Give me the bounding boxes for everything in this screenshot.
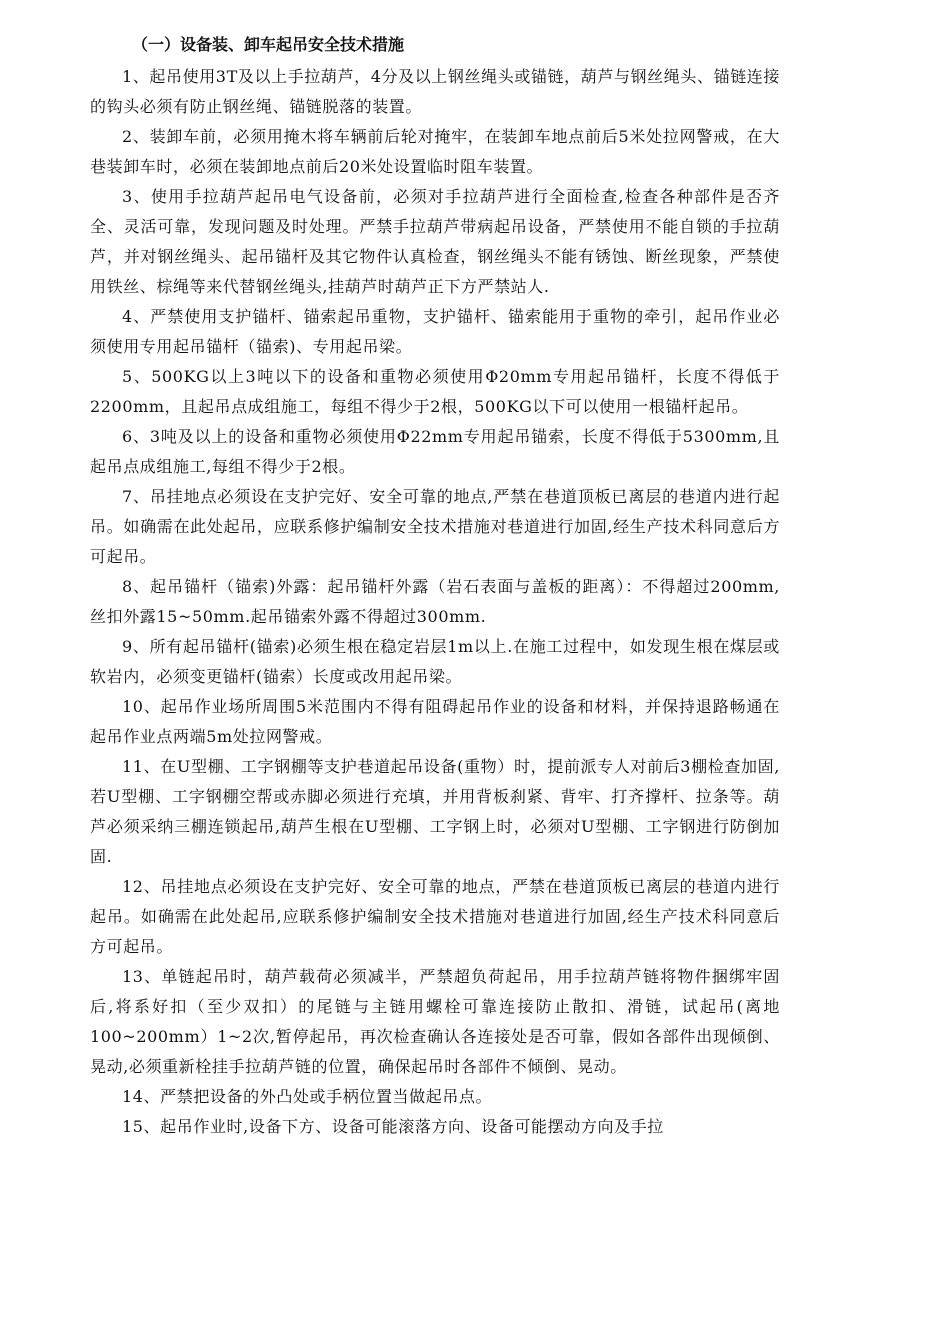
paragraph-2: 2、装卸车前，必须用掩木将车辆前后轮对掩牢，在装卸车地点前后5米处拉网警戒，在大巷装卸车时，必须在装卸地点前后20米处设置临时阻车装置。: [90, 127, 780, 176]
paragraph-9: 9、所有起吊锚杆(锚索)必须生根在稳定岩层1m以上.在施工过程中，如发现生根在煤层或软岩内，必须变更锚杆(锚索）长度或改用起吊梁。: [90, 637, 780, 686]
paragraph-15: 15、起吊作业时,设备下方、设备可能滚落方向、设备可能摆动方向及手拉: [122, 1117, 664, 1136]
paragraph-12: 12、吊挂地点必须设在支护完好、安全可靠的地点，严禁在巷道顶板已离层的巷道内进行起吊。如确需在此处起吊,应联系修护编制安全技术措施对巷道进行加固,经生产技术科同意后方可起吊。: [90, 877, 780, 956]
paragraph-8: 8、起吊锚杆（锚索)外露：起吊锚杆外露（岩石表面与盖板的距离）：不得超过200mm,丝扣外露15~50mm.起吊锚索外露不得超过300mm.: [90, 577, 780, 626]
section-heading: （一）设备装、卸车起吊安全技术措施: [132, 35, 405, 54]
paragraph-7: 7、吊挂地点必须设在支护完好、安全可靠的地点,严禁在巷道顶板已离层的巷道内进行起吊。如确需在此处起吊，应联系修护编制安全技术措施对巷道进行加固,经生产技术科同意后方可起吊。: [90, 487, 780, 566]
paragraph-1: 1、起吊使用3T及以上手拉葫芦，4分及以上钢丝绳头或锚链，葫芦与钢丝绳头、锚链连接的钩头必须有防止钢丝绳、锚链脱落的装置。: [90, 67, 780, 116]
paragraph-4: 4、严禁使用支护锚杆、锚索起吊重物，支护锚杆、锚索能用于重物的牵引，起吊作业必须使用专用起吊锚杆（锚索)、专用起吊梁。: [90, 307, 780, 356]
paragraph-13: 13、单链起吊时，葫芦载荷必须减半，严禁超负荷起吊，用手拉葫芦链将物件捆绑牢固后,将系好扣（至少双扣）的尾链与主链用螺栓可靠连接防止散扣、滑链，试起吊(离地100~200mm）1~2次,暂停起吊，再次检查确认各连接处是否可靠，假如各部件出现倾倒、晃动,必须重新栓挂手拉葫芦链的位置，确保起吊时各部件不倾倒、晃动。: [90, 967, 780, 1076]
document-page: [90, 28, 780, 1142]
paragraph-6: 6、3吨及以上的设备和重物必须使用Φ22mm专用起吊锚索，长度不得低于5300mm,且起吊点成组施工,每组不得少于2根。: [90, 427, 780, 476]
paragraph-3: 3、使用手拉葫芦起吊电气设备前，必须对手拉葫芦进行全面检查,检查各种部件是否齐全、灵活可靠，发现问题及时处理。严禁手拉葫芦带病起吊设备，严禁使用不能自锁的手拉葫芦，并对钢丝绳头、起吊锚杆及其它物件认真检查，钢丝绳头不能有锈蚀、断丝现象，严禁使用铁丝、棕绳等来代替钢丝绳头,挂葫芦时葫芦正下方严禁站人.: [90, 187, 780, 296]
paragraph-14: 14、严禁把设备的外凸处或手柄位置当做起吊点。: [122, 1087, 493, 1106]
paragraph-11: 11、在U型棚、工字钢棚等支护巷道起吊设备(重物）时，提前派专人对前后3棚检查加固,若U型棚、工字钢棚空帮或赤脚必须进行充填，并用背板刹紧、背牢、打齐撑杆、拉条等。葫芦必须采纳三棚连锁起吊,葫芦生根在U型棚、工字钢上时，必须对U型棚、工字钢进行防倒加固.: [90, 757, 780, 866]
paragraph-10: 10、起吊作业场所周围5米范围内不得有阻碍起吊作业的设备和材料，并保持退路畅通在起吊作业点两端5m处拉网警戒。: [90, 697, 780, 746]
paragraph-5: 5、500KG以上3吨以下的设备和重物必须使用Φ20mm专用起吊锚杆，长度不得低于2200mm，且起吊点成组施工，每组不得少于2根，500KG以下可以使用一根锚杆起吊。: [90, 367, 780, 416]
